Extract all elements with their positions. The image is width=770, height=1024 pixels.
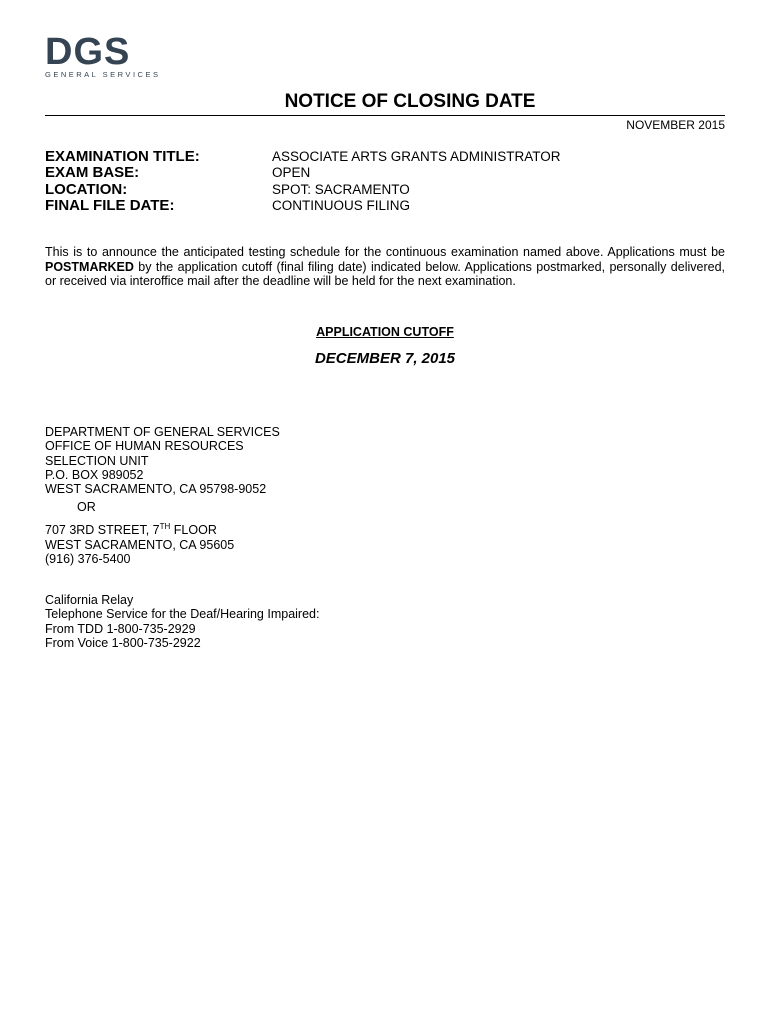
address-line: SELECTION UNIT <box>45 453 149 468</box>
street-text: 707 3RD STREET, 7 <box>45 523 160 538</box>
dgs-logo <box>45 31 161 79</box>
field-label: FINAL FILE DATE: <box>45 197 175 215</box>
announcement-text: This is to announce the anticipated testing schedule for the continuous examination named above. Applications must be <box>45 245 725 259</box>
notice-date: NOVEMBER 2015 <box>626 118 725 132</box>
city-line: WEST SACRAMENTO, CA 95605 <box>45 537 235 552</box>
cutoff-heading: APPLICATION CUTOFF <box>316 325 454 339</box>
field-row-examination-title <box>45 148 561 165</box>
announcement-text: by the application cutoff (final filing date) indicated below. Applications postmarked, personally delivered, or received via interoffice mail after the deadline will be held for the next examination. <box>45 259 725 288</box>
field-label: LOCATION: <box>45 180 128 198</box>
logo-mark: DGS <box>45 31 131 73</box>
field-row-exam-base <box>45 165 561 182</box>
relay-line: Telephone Service for the Deaf/Hearing Impaired: <box>45 607 320 622</box>
logo-subtitle: GENERAL SERVICES <box>45 70 161 79</box>
street-ordinal: TH <box>159 522 171 532</box>
phone-number: (916) 376-5400 <box>45 552 131 567</box>
page-title: NOTICE OF CLOSING DATE <box>284 91 536 112</box>
field-row-final-file-date <box>45 198 561 215</box>
title-divider <box>45 115 725 116</box>
address-line: P.O. BOX 989052 <box>45 467 144 482</box>
field-value: SPOT: SACRAMENTO <box>272 181 410 197</box>
cutoff-date: DECEMBER 7, 2015 <box>314 350 456 367</box>
street-text: FLOOR <box>170 523 217 538</box>
address-line: OFFICE OF HUMAN RESOURCES <box>45 439 244 454</box>
field-value: CONTINUOUS FILING <box>272 198 411 214</box>
address-line: DEPARTMENT OF GENERAL SERVICES <box>45 425 280 439</box>
announcement-emphasis: POSTMARKED <box>45 259 134 274</box>
relay-line: From TDD 1-800-735-2929 <box>45 621 196 636</box>
field-label: EXAM BASE: <box>45 164 140 182</box>
exam-fields <box>45 148 561 214</box>
field-value: OPEN <box>272 165 311 181</box>
field-label: EXAMINATION TITLE: <box>45 147 200 165</box>
field-value: ASSOCIATE ARTS GRANTS ADMINISTRATOR <box>272 148 561 164</box>
relay-line: From Voice 1-800-735-2922 <box>45 635 201 650</box>
relay-line: California Relay <box>45 593 134 607</box>
announcement-paragraph <box>45 245 725 289</box>
address-or: OR <box>77 500 96 515</box>
mailing-address <box>45 425 280 567</box>
street-address <box>45 520 280 537</box>
address-line: WEST SACRAMENTO, CA 95798-9052 <box>45 482 267 497</box>
field-row-location <box>45 181 561 198</box>
relay-info <box>45 593 319 650</box>
